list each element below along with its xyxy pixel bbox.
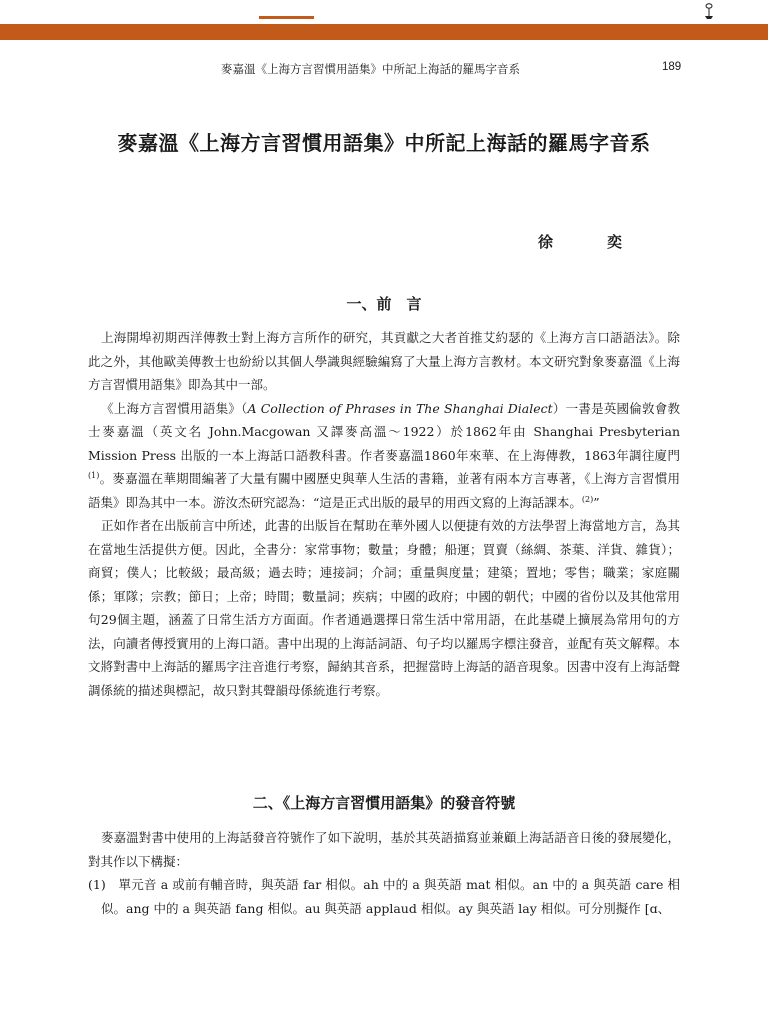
- section-intro-body: [88, 326, 680, 702]
- section-heading-intro: 一、前 言: [346, 295, 422, 313]
- paragraph: 《上海方言習慣用語集》（A Collection of Phrases in The Shanghai Dialect）一書是英國倫敦會教士麥嘉溫（英文名 John.Macgowan 又譯麥高溫～1922）於1862年由 Shanghai Presbyterian Mission Press 出版的一本上海話口語教科書。作者麥嘉溫1860年來華、在上海傳教，1863年調往廈門$^{(1)}$。麥嘉溫在華期間編著了大量有關中國歷史與華人生活的書籍，並著有兩本方言專著，《上海方言習慣用語集》即為其中一本。游汝杰研究認為：“這是正式出版的最早的用西文寫的上海話課本。$^{(2)}$”: [88, 400, 680, 510]
- author-given-name: 奕: [607, 233, 623, 251]
- tab-indicator: [259, 16, 314, 19]
- paragraph: 正如作者在出版前言中所述，此書的出版旨在幫助在華外國人以便捷有效的方法學習上海當地方言，為其在當地生活提供方便。因此，全書分：家常事物；數量；身體；船運；買賣（絲綢、茶葉、洋貨、雜貨）；商貿；僕人；比較級；最高級；過去時；連接詞；介詞；重量與度量；建築；置地；零售；職業；家庭關係；軍隊；宗教；節日；上帝；時間；數量詞；疾病；中國的政府；中國的朝代；中國的省份以及其他常用句29個主題，涵蓋了日常生活方方面面。作者通過選擇日常生活中常用語，在此基礎上擴展為常用句的方法，向讀者傳授實用的上海口語。書中出現的上海話詞語、句子均以羅馬字標注發音，並配有英文解釋。本文將對書中上海話的羅馬字注音進行考察，歸納其音系，把握當時上海話的語音現象。因書中沒有上海話聲調係統的描述與標記，故只對其聲韻母係統進行考察。: [88, 518, 680, 698]
- paragraph: 上海開埠初期西洋傳教士對上海方言所作的研究，其貢獻之大者首推艾約瑟的《上海方言口語語法》。除此之外，其他歐美傳教士也紛紛以其個人學識與經驗編寫了大量上海方言教材。本文研究對象麥嘉溫《上海方言習慣用語集》即為其中一部。: [88, 330, 680, 392]
- lamp-icon: [702, 2, 716, 20]
- paper-title: 麥嘉溫《上海方言習慣用語集》中所記上海話的羅馬字音系: [117, 131, 651, 155]
- paragraph: 麥嘉溫對書中使用的上海話發音符號作了如下說明，基於其英語描寫並兼顧上海話語音日後的發展變化，對其作以下構擬：: [88, 830, 680, 869]
- book-english-title: A Collection of Phrases in The Shanghai Dialect: [247, 400, 553, 416]
- footnote-ref[interactable]: (1): [88, 471, 100, 480]
- list-item: (1) 單元音 a 或前有輔音時，與英語 far 相似。ah 中的 a 與英語 mat 相似。an 中的 a 與英語 care 相似。ang 中的 a 與英語 fang 相似。au 與英語 applaud 相似。ay 與英語 lay 相似。可分別擬作 [ɑ、: [88, 877, 680, 916]
- header-band: [0, 24, 768, 40]
- footnote-ref[interactable]: (2): [581, 494, 594, 504]
- running-header: [0, 61, 768, 79]
- page-number: 189: [662, 61, 682, 73]
- section-heading-symbols: 二、《上海方言習慣用語集》的發音符號: [252, 794, 516, 812]
- section-symbols-body: [88, 826, 680, 920]
- author-family-name: 徐: [538, 233, 554, 251]
- running-title: 麥嘉溫《上海方言習慣用語集》中所記上海話的羅馬字音系: [221, 62, 520, 76]
- author-name: [538, 231, 622, 252]
